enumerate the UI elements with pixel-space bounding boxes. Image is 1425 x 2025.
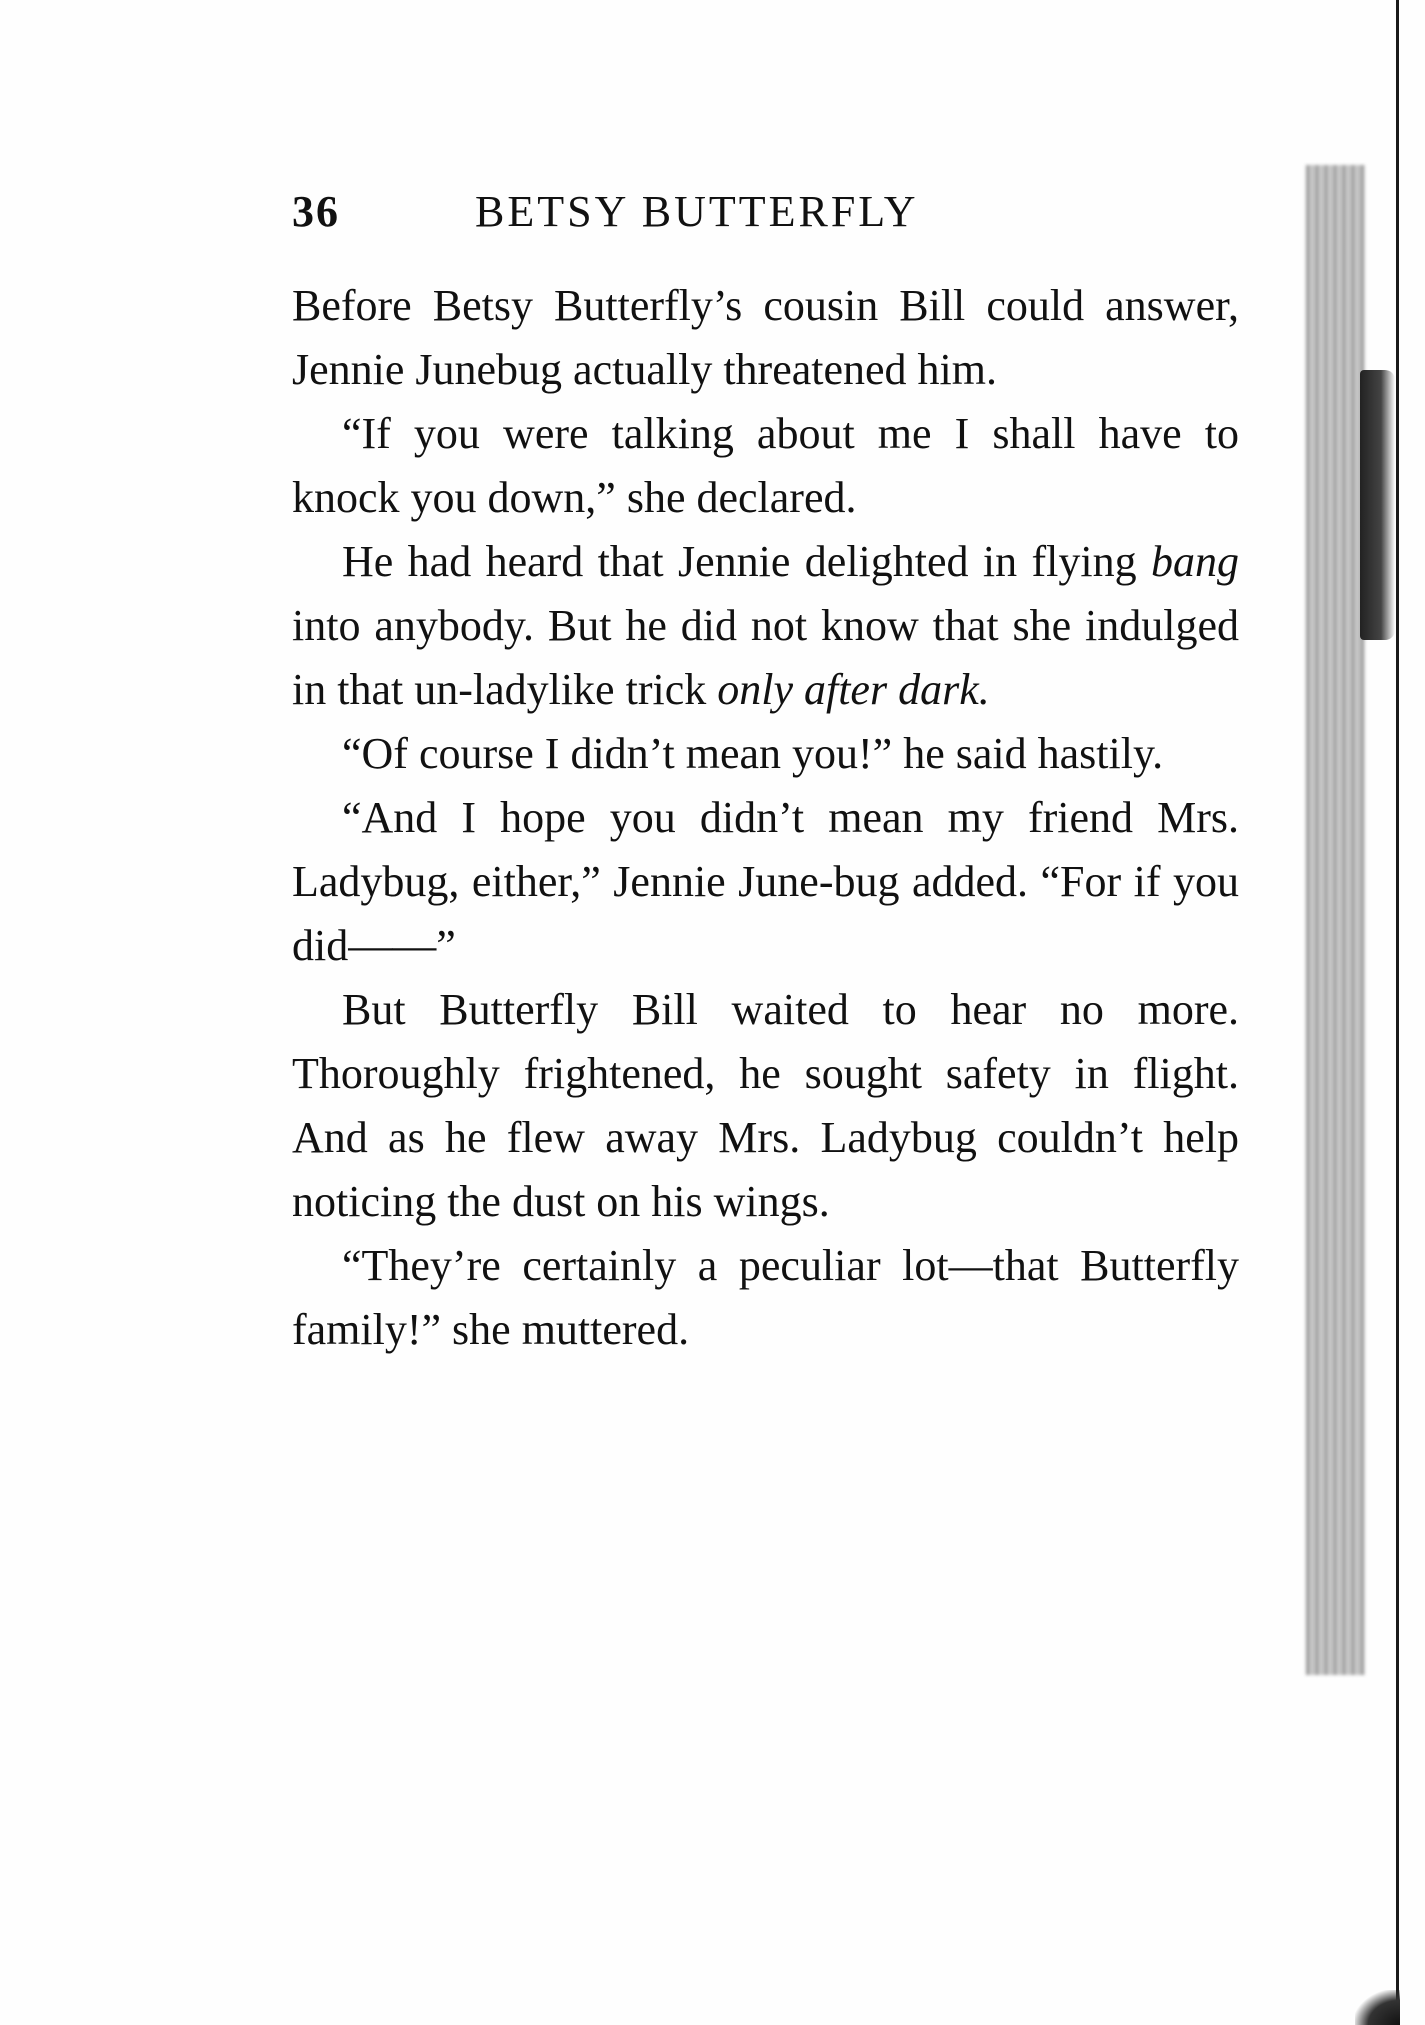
paragraph (292, 786, 1239, 978)
running-title: BETSY BUTTERFLY (475, 187, 919, 236)
page-number: 36 (292, 187, 340, 236)
binding-shadow (1305, 165, 1365, 1675)
italic-text: bang (1151, 537, 1239, 586)
paragraph-text: “If you were talking about me I shall have to knock you down,” she declared. (292, 409, 1239, 522)
paragraph-text: But Butterfly Bill waited to hear no more. Thoroughly frightened, he sought safety in flight. And as he flew away Mrs. Ladybug couldn’t help noticing the dust on his wings. (292, 985, 1239, 1226)
italic-text: only after dark. (717, 665, 990, 714)
paragraph (292, 402, 1239, 530)
paragraph-text: He had heard that Jennie delighted in flying (342, 537, 1151, 586)
binding-dark-mark (1360, 370, 1395, 640)
paragraph (292, 978, 1239, 1234)
paragraph-text: into anybody. But he did not know that she indulged in that un-ladylike trick (292, 601, 1239, 714)
page-edge-shadow (1355, 1990, 1400, 2025)
paragraph-text: “They’re certainly a peculiar lot—that Butterfly family!” she muttered. (292, 1241, 1239, 1354)
paragraph-text: “And I hope you didn’t mean my friend Mrs. Ladybug, either,” Jennie June-bug added. “For if you did——” (292, 793, 1239, 970)
paragraph-text: Before Betsy Butterfly’s cousin Bill could answer, Jennie Junebug actually threatened him. (292, 281, 1239, 394)
paragraph-text: “Of course I didn’t mean you!” he said hastily. (342, 729, 1164, 778)
running-header (292, 186, 1092, 246)
paragraph (292, 722, 1239, 786)
body-text (292, 274, 1239, 1362)
page-edge-line (1396, 0, 1399, 2025)
paragraph (292, 530, 1239, 722)
paragraph (292, 274, 1239, 402)
paragraph (292, 1234, 1239, 1362)
